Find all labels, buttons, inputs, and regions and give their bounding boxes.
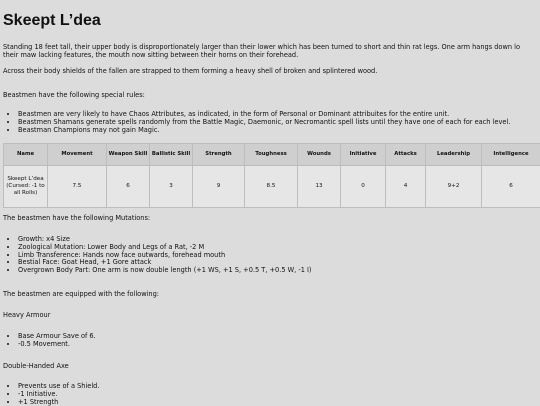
mutations-list bbox=[3, 236, 312, 275]
list-item: • Growth: x4 Size bbox=[18, 236, 312, 244]
list-item: • Base Armour Save of 6. bbox=[18, 333, 96, 341]
table-row bbox=[4, 166, 540, 208]
column-header-weapon-skill: Weapon Skill bbox=[107, 144, 150, 166]
cell-intelligence: 6 bbox=[482, 166, 540, 208]
list-item: • Bestial Face: Goat Head, +1 Gore attack bbox=[18, 259, 312, 267]
column-header-intelligence: Intelligence bbox=[482, 144, 540, 166]
column-header-ballistic-skill: Ballistic Skill bbox=[150, 144, 193, 166]
cell-initiative: 0 bbox=[341, 166, 386, 208]
list-item: • Prevents use of a Shield. bbox=[18, 383, 99, 391]
cell-strength: 9 bbox=[193, 166, 245, 208]
mutations-heading: The beastmen have the following Mutations: bbox=[3, 214, 150, 223]
cell-toughness: 8.5 bbox=[245, 166, 298, 208]
rules-list bbox=[3, 111, 510, 134]
cell-movement: 7.5 bbox=[48, 166, 107, 208]
stats-table bbox=[3, 143, 540, 208]
column-header-toughness: Toughness bbox=[245, 144, 298, 166]
column-header-wounds: Wounds bbox=[298, 144, 341, 166]
double-handed-axe-heading: Double-Handed Axe bbox=[3, 362, 69, 371]
page-title: Skeept L’dea bbox=[3, 12, 101, 30]
cell-weapon-skill: 6 bbox=[107, 166, 150, 208]
table-header-row bbox=[4, 144, 540, 166]
list-item: • Beastmen are very likely to have Chaos Attributes, as indicated, in the form of Personal or Dominant attribuites for the entire unit. bbox=[18, 111, 510, 119]
heavy-armour-heading: Heavy Armour bbox=[3, 311, 50, 320]
list-item: • Zoological Mutation: Lower Body and Legs of a Rat, -2 M bbox=[18, 244, 312, 252]
intro-paragraph-2: Across their body shields of the fallen are strapped to them forming a heavy shell of broken and splintered wood. bbox=[3, 67, 377, 76]
intro-line-1: Standing 18 feet tall, their upper body is disproportionately larger than their lower which has been turned to short and thin rat legs. One arm hangs down lo bbox=[3, 43, 520, 52]
cell-leadership: 9+2 bbox=[426, 166, 482, 208]
column-header-leadership: Leadership bbox=[426, 144, 482, 166]
equipment-heading: The beastmen are equipped with the following: bbox=[3, 290, 159, 299]
intro-line-2: their maw lacking features, the mouth now sitting between their horns on their forehead. bbox=[3, 51, 298, 60]
list-item: • Beastmen Shamans generate spells randomly from the Battle Magic, Daemonic, or Necromantic spell lists until they have one of each for each level. bbox=[18, 119, 510, 127]
list-item: • Limb Transference: Hands now face outwards, forehead mouth bbox=[18, 252, 312, 260]
heavy-armour-list bbox=[3, 333, 96, 349]
list-item: • Beastman Champions may not gain Magic. bbox=[18, 127, 510, 135]
cell-attacks: 4 bbox=[386, 166, 426, 208]
list-item: • +1 Strength bbox=[18, 399, 99, 406]
column-header-movement: Movement bbox=[48, 144, 107, 166]
rules-heading: Beastmen have the following special rules: bbox=[3, 91, 145, 100]
column-header-strength: Strength bbox=[193, 144, 245, 166]
list-item: • -0.5 Movement. bbox=[18, 341, 96, 349]
cell-ballistic-skill: 3 bbox=[150, 166, 193, 208]
column-header-name: Name bbox=[4, 144, 48, 166]
cell-name: Skeept L’dea (Cursed: -1 to all Rolls) bbox=[4, 166, 48, 208]
cell-wounds: 13 bbox=[298, 166, 341, 208]
list-item: • Overgrown Body Part: One arm is now double length (+1 WS, +1 S, +0.5 T, +0.5 W, -1 I) bbox=[18, 267, 312, 275]
list-item: • -1 Initiative. bbox=[18, 391, 99, 399]
column-header-attacks: Attacks bbox=[386, 144, 426, 166]
double-handed-axe-list bbox=[3, 383, 99, 406]
column-header-initiative: Initiative bbox=[341, 144, 386, 166]
